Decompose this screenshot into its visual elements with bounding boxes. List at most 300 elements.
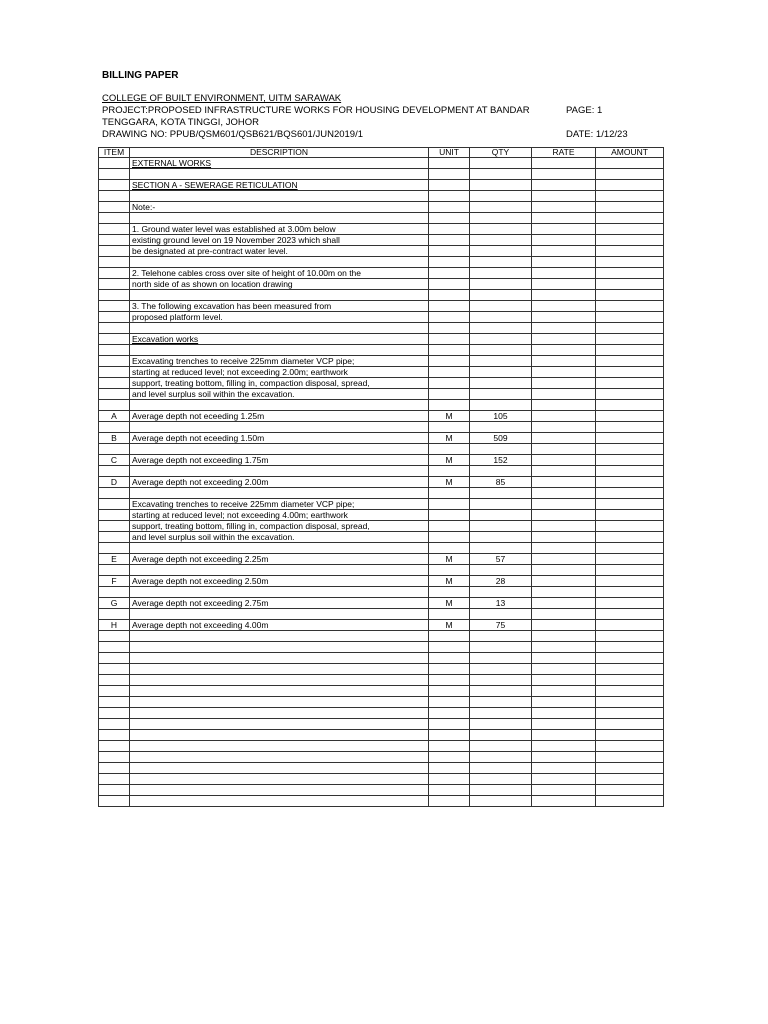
rate-cell [532,752,596,763]
table-row [99,598,664,609]
description-cell [130,796,429,807]
item-cell [99,664,130,675]
amount-cell [596,466,664,477]
table-row [99,466,664,477]
column-header-item: ITEM [99,148,130,158]
amount-cell [596,719,664,730]
amount-cell [596,180,664,191]
unit-cell: M [429,598,470,609]
rate-cell [532,279,596,290]
item-cell [99,697,130,708]
item-cell [99,763,130,774]
amount-cell [596,686,664,697]
amount-cell [596,664,664,675]
description-cell: starting at reduced level; not exceeding 4.00m; earthwork [130,510,429,521]
qty-cell [470,290,532,301]
amount-cell [596,400,664,411]
table-row [99,576,664,587]
unit-cell [429,565,470,576]
amount-cell [596,477,664,488]
table-row [99,554,664,565]
rate-cell [532,598,596,609]
qty-cell [470,257,532,268]
rate-cell [532,730,596,741]
drawing-number: DRAWING NO: PPUB/QSM601/QSB621/BQS601/JUN2019/1 [102,129,363,140]
unit-cell [429,158,470,169]
amount-cell [596,290,664,301]
qty-cell [470,235,532,246]
item-cell: G [99,598,130,609]
amount-cell [596,653,664,664]
description-cell [130,675,429,686]
rate-cell [532,422,596,433]
description-cell [130,543,429,554]
table-row [99,356,664,367]
description-cell: and level surplus soil within the excavation. [130,389,429,400]
qty-cell [470,675,532,686]
amount-cell [596,796,664,807]
qty-cell [470,444,532,455]
description-cell [130,345,429,356]
unit-cell [429,697,470,708]
item-cell [99,257,130,268]
item-cell [99,785,130,796]
qty-cell [470,609,532,620]
table-row [99,444,664,455]
rate-cell [532,774,596,785]
table-row [99,202,664,213]
amount-cell [596,378,664,389]
qty-cell [470,631,532,642]
item-cell [99,323,130,334]
amount-cell [596,642,664,653]
qty-cell [470,785,532,796]
rate-cell [532,191,596,202]
qty-cell [470,565,532,576]
unit-cell [429,719,470,730]
unit-cell [429,345,470,356]
qty-cell [470,378,532,389]
rate-cell [532,499,596,510]
project-line-2: TENGGARA, KOTA TINGGI, JOHOR [102,117,259,128]
item-cell [99,213,130,224]
rate-cell [532,455,596,466]
qty-cell [470,312,532,323]
table-body [99,158,664,807]
table-row [99,312,664,323]
qty-cell [470,158,532,169]
unit-cell [429,246,470,257]
unit-cell [429,367,470,378]
unit-cell [429,653,470,664]
description-cell [130,565,429,576]
item-cell [99,488,130,499]
unit-cell [429,466,470,477]
item-cell: C [99,455,130,466]
table-row [99,686,664,697]
table-row [99,741,664,752]
qty-cell [470,323,532,334]
qty-cell [470,642,532,653]
unit-cell: M [429,576,470,587]
rate-cell [532,301,596,312]
table-row [99,455,664,466]
amount-cell [596,224,664,235]
qty-cell: 105 [470,411,532,422]
unit-cell [429,389,470,400]
qty-cell [470,213,532,224]
document-title: BILLING PAPER [102,70,179,81]
document-date: DATE: 1/12/23 [566,129,628,140]
description-cell: proposed platform level. [130,312,429,323]
description-cell [130,686,429,697]
item-cell [99,422,130,433]
unit-cell [429,763,470,774]
column-header-unit: UNIT [429,148,470,158]
amount-cell [596,455,664,466]
table-row [99,400,664,411]
amount-cell [596,785,664,796]
qty-cell [470,774,532,785]
description-cell: Average depth not eceeding 1.50m [130,433,429,444]
project-line-1: PROJECT:PROPOSED INFRASTRUCTURE WORKS FOR HOUSING DEVELOPMENT AT BANDAR [102,105,530,116]
unit-cell: M [429,620,470,631]
qty-cell [470,191,532,202]
rate-cell [532,312,596,323]
table-row [99,323,664,334]
amount-cell [596,587,664,598]
item-cell [99,741,130,752]
description-cell: SECTION A - SEWERAGE RETICULATION [130,180,429,191]
table-row [99,785,664,796]
unit-cell [429,202,470,213]
unit-cell [429,796,470,807]
college-name: COLLEGE OF BUILT ENVIRONMENT, UITM SARAWAK [102,93,342,104]
qty-cell [470,587,532,598]
item-cell [99,334,130,345]
rate-cell [532,444,596,455]
description-cell [130,587,429,598]
qty-cell [470,664,532,675]
qty-cell: 509 [470,433,532,444]
amount-cell [596,774,664,785]
unit-cell [429,708,470,719]
unit-cell [429,224,470,235]
rate-cell [532,510,596,521]
amount-cell [596,433,664,444]
qty-cell: 85 [470,477,532,488]
item-cell [99,202,130,213]
rate-cell [532,521,596,532]
rate-cell [532,631,596,642]
rate-cell [532,158,596,169]
table-row [99,477,664,488]
amount-cell [596,389,664,400]
unit-cell [429,180,470,191]
qty-cell: 57 [470,554,532,565]
table-row [99,268,664,279]
unit-cell [429,532,470,543]
item-cell [99,279,130,290]
qty-cell [470,466,532,477]
table-row [99,367,664,378]
unit-cell [429,312,470,323]
item-cell [99,543,130,554]
table-row [99,620,664,631]
item-cell [99,389,130,400]
rate-cell [532,213,596,224]
amount-cell [596,554,664,565]
description-cell: north side of as shown on location drawing [130,279,429,290]
rate-cell [532,268,596,279]
item-cell: D [99,477,130,488]
item-cell: H [99,620,130,631]
table-row [99,675,664,686]
description-cell: 1. Ground water level was established at 3.00m below [130,224,429,235]
table-row [99,708,664,719]
qty-cell [470,268,532,279]
rate-cell [532,334,596,345]
unit-cell [429,235,470,246]
rate-cell [532,323,596,334]
amount-cell [596,697,664,708]
unit-cell: M [429,433,470,444]
amount-cell [596,609,664,620]
qty-cell [470,752,532,763]
unit-cell [429,752,470,763]
item-cell [99,609,130,620]
item-cell [99,312,130,323]
description-cell [130,752,429,763]
qty-cell [470,741,532,752]
unit-cell [429,741,470,752]
qty-cell [470,345,532,356]
amount-cell [596,411,664,422]
item-cell [99,246,130,257]
unit-cell [429,631,470,642]
qty-cell [470,510,532,521]
item-cell [99,708,130,719]
table-row [99,213,664,224]
table-row [99,411,664,422]
amount-cell [596,631,664,642]
description-cell [130,400,429,411]
unit-cell [429,290,470,301]
rate-cell [532,180,596,191]
description-cell: be designated at pre-contract water level. [130,246,429,257]
item-cell [99,444,130,455]
description-cell [130,488,429,499]
unit-cell [429,675,470,686]
unit-cell [429,609,470,620]
table-row [99,488,664,499]
table-row [99,752,664,763]
table-row [99,587,664,598]
amount-cell [596,510,664,521]
column-header-amount: AMOUNT [596,148,664,158]
unit-cell [429,323,470,334]
rate-cell [532,785,596,796]
qty-cell [470,400,532,411]
item-cell [99,290,130,301]
item-cell [99,301,130,312]
description-cell: Average depth not exceeding 2.00m [130,477,429,488]
description-cell [130,730,429,741]
table-row [99,532,664,543]
description-cell [130,774,429,785]
description-cell [130,444,429,455]
qty-cell [470,730,532,741]
amount-cell [596,213,664,224]
table-row [99,510,664,521]
table-row [99,631,664,642]
description-cell [130,664,429,675]
qty-cell [470,422,532,433]
unit-cell [429,664,470,675]
qty-cell [470,708,532,719]
amount-cell [596,367,664,378]
table-header-row [99,148,664,158]
table-row [99,334,664,345]
rate-cell [532,675,596,686]
amount-cell [596,422,664,433]
table-row [99,730,664,741]
amount-cell [596,191,664,202]
qty-cell [470,180,532,191]
unit-cell: M [429,477,470,488]
unit-cell [429,279,470,290]
rate-cell [532,554,596,565]
table-row [99,499,664,510]
description-cell: 3. The following excavation has been measured from [130,301,429,312]
rate-cell [532,411,596,422]
amount-cell [596,301,664,312]
qty-cell: 152 [470,455,532,466]
table-row [99,246,664,257]
item-cell [99,631,130,642]
unit-cell [429,543,470,554]
description-cell: and level surplus soil within the excavation. [130,532,429,543]
description-cell: 2. Telehone cables cross over site of height of 10.00m on the [130,268,429,279]
item-cell [99,532,130,543]
qty-cell [470,202,532,213]
rate-cell [532,488,596,499]
table-row [99,180,664,191]
qty-cell [470,796,532,807]
unit-cell: M [429,411,470,422]
rate-cell [532,356,596,367]
description-cell [130,609,429,620]
item-cell [99,774,130,785]
rate-cell [532,466,596,477]
amount-cell [596,675,664,686]
item-cell [99,224,130,235]
amount-cell [596,499,664,510]
item-cell [99,345,130,356]
description-cell [130,631,429,642]
description-cell: Average depth not exceeding 2.25m [130,554,429,565]
rate-cell [532,653,596,664]
amount-cell [596,576,664,587]
unit-cell [429,301,470,312]
amount-cell [596,730,664,741]
unit-cell [429,686,470,697]
rate-cell [532,257,596,268]
qty-cell: 75 [470,620,532,631]
qty-cell [470,334,532,345]
rate-cell [532,719,596,730]
amount-cell [596,543,664,554]
unit-cell [429,499,470,510]
table-row [99,565,664,576]
unit-cell [429,774,470,785]
rate-cell [532,796,596,807]
amount-cell [596,488,664,499]
table-row [99,191,664,202]
item-cell [99,587,130,598]
unit-cell [429,785,470,796]
qty-cell [470,686,532,697]
item-cell [99,642,130,653]
table-row [99,642,664,653]
rate-cell [532,697,596,708]
qty-cell [470,246,532,257]
rate-cell [532,400,596,411]
description-cell [130,708,429,719]
description-cell: starting at reduced level; not exceeding 2.00m; earthwork [130,367,429,378]
unit-cell [429,488,470,499]
item-cell [99,730,130,741]
item-cell [99,180,130,191]
unit-cell [429,334,470,345]
table-row [99,796,664,807]
amount-cell [596,312,664,323]
unit-cell [429,213,470,224]
table-row [99,257,664,268]
table-row [99,653,664,664]
description-cell [130,697,429,708]
rate-cell [532,202,596,213]
column-header-rate: RATE [532,148,596,158]
rate-cell [532,686,596,697]
table-row [99,609,664,620]
item-cell [99,752,130,763]
qty-cell [470,356,532,367]
table-row [99,169,664,180]
qty-cell [470,719,532,730]
description-cell: Excavating trenches to receive 225mm diameter VCP pipe; [130,356,429,367]
unit-cell [429,730,470,741]
qty-cell [470,169,532,180]
rate-cell [532,576,596,587]
item-cell [99,466,130,477]
qty-cell [470,367,532,378]
table-row [99,521,664,532]
rate-cell [532,565,596,576]
description-cell [130,257,429,268]
qty-cell: 28 [470,576,532,587]
table-row [99,378,664,389]
description-cell [130,466,429,477]
rate-cell [532,290,596,301]
rate-cell [532,477,596,488]
item-cell [99,400,130,411]
table-row [99,235,664,246]
rate-cell [532,543,596,554]
column-header-qty: QTY [470,148,532,158]
rate-cell [532,169,596,180]
description-cell: Average depth not eceeding 1.25m [130,411,429,422]
